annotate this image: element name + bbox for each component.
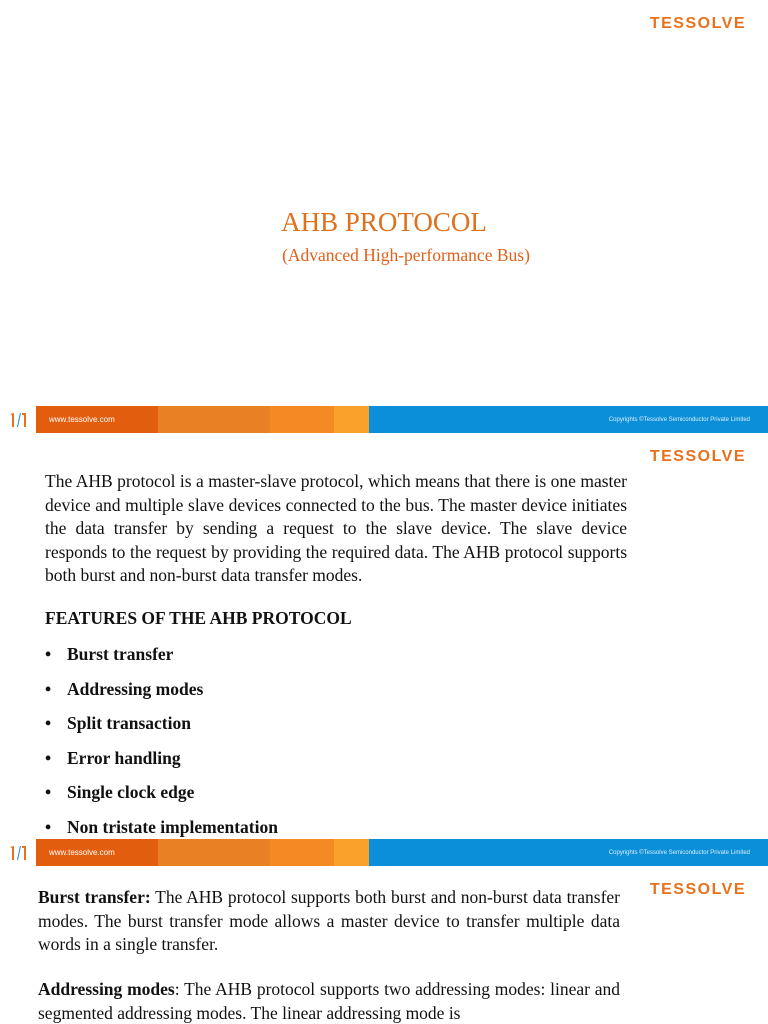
- footer-band-2: [270, 406, 334, 433]
- intro-paragraph: The AHB protocol is a master-slave protocol, which means that there is one master device and multiple slave devices connected to the bus. The master device initiates the data transfer by sending a request to the slave device. The slave device responds to the request by providing the required data. The AHB protocol supports both burst and non-burst data transfer modes.: [45, 471, 627, 585]
- slide-features: [0, 433, 768, 838]
- slide-title-heading: AHB PROTOCOL: [281, 207, 487, 237]
- logo-text: TESSOLVE: [649, 15, 746, 32]
- footer-url[interactable]: www.tessolve.com: [36, 839, 158, 866]
- list-item: • Addressing modes: [45, 678, 204, 699]
- logo-text: TESSOLVE: [649, 448, 746, 465]
- addressing-modes-text: : The AHB protocol supports two addressing modes: linear and segmented addressing modes. The linear addressing mode is: [38, 979, 620, 1023]
- slide-footer: [0, 406, 768, 433]
- features-heading: FEATURES OF THE AHB PROTOCOL: [45, 608, 352, 628]
- tessolve-logo: [650, 881, 746, 899]
- logo-text: TESSOLVE: [649, 881, 746, 898]
- tessolve-mark-icon: [0, 839, 36, 866]
- tessolve-logo: [650, 15, 746, 33]
- footer-copyright: Copyrights ©Tessolve Semiconductor Private Limited: [369, 839, 768, 866]
- tessolve-mark-icon: [0, 406, 36, 433]
- list-item: • Split transaction: [45, 713, 191, 733]
- slide-title: [0, 0, 768, 405]
- slide-footer: [0, 839, 768, 866]
- list-item: • Single clock edge: [45, 782, 195, 802]
- list-item: • Error handling: [45, 747, 181, 768]
- footer-url[interactable]: www.tessolve.com: [36, 406, 158, 433]
- burst-transfer-term: Burst transfer:: [38, 887, 151, 907]
- footer-band-1: [158, 406, 270, 433]
- burst-transfer-paragraph: [38, 886, 620, 957]
- list-item: • Burst transfer: [45, 644, 174, 664]
- footer-band-1: [158, 839, 270, 866]
- features-list: [45, 644, 278, 838]
- footer-band-3: [334, 406, 369, 433]
- slide-details: [0, 866, 768, 1024]
- addressing-modes-term: Addressing modes: [38, 979, 175, 999]
- footer-copyright: Copyrights ©Tessolve Semiconductor Private Limited: [369, 406, 768, 433]
- burst-transfer-text: The AHB protocol supports both burst and non-burst data transfer modes. The burst transfer mode allows a master device to transfer multiple data words in a single transfer.: [38, 887, 621, 954]
- footer-band-2: [270, 839, 334, 866]
- list-item: • Non tristate implementation: [45, 816, 278, 837]
- slide-subtitle: (Advanced High-performance Bus): [282, 245, 530, 265]
- addressing-modes-paragraph: [38, 978, 620, 1024]
- tessolve-logo: [650, 448, 746, 466]
- footer-band-3: [334, 839, 369, 866]
